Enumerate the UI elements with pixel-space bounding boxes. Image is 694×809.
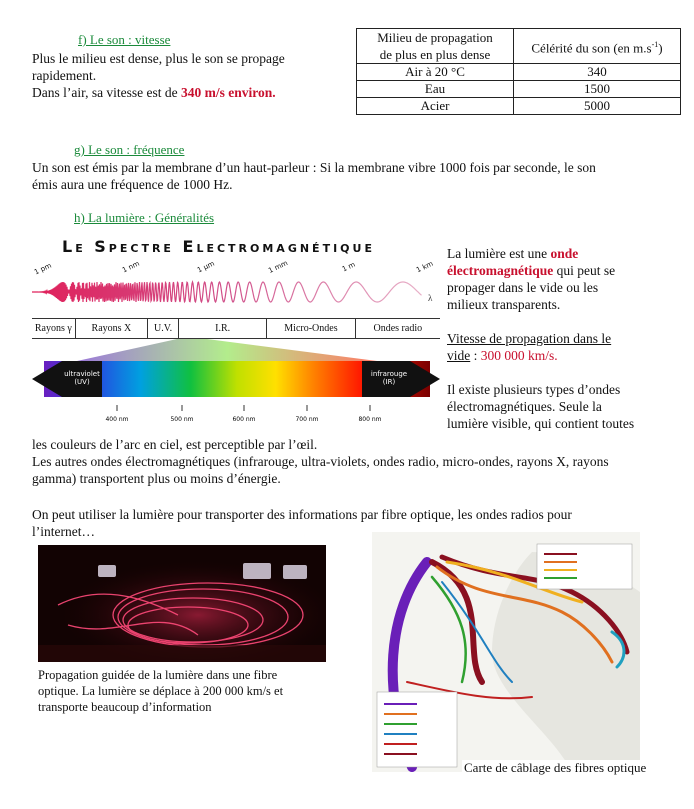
band-microwave: Micro-Ondes — [267, 319, 355, 338]
nm-tick: 500 nm — [170, 416, 194, 423]
scale-label: 1 nm — [121, 259, 141, 275]
section-g-heading: g) Le son : fréquence — [74, 142, 185, 157]
nm-tick: 700 nm — [295, 416, 319, 423]
band-xray: Rayons X — [76, 319, 148, 338]
sound-speed-table — [356, 28, 681, 115]
section-f-heading: f) Le son : vitesse — [78, 32, 171, 47]
light-p1-line1: La lumière est une onde — [447, 246, 579, 261]
cable-map-graphic — [372, 532, 640, 772]
light-p4-line2: gamma) transportent plus ou moins d’énergie. — [32, 471, 281, 486]
scale-label: 1 km — [415, 259, 435, 275]
visible-spectrum-graphic — [32, 339, 440, 439]
fiber-glow-graphic — [38, 545, 326, 662]
photo-caption-line1: Propagation guidée de la lumière dans une fibre — [38, 668, 278, 682]
light-p3-line1: Il existe plusieurs types d’ondes — [447, 382, 621, 397]
spectrum-title: Le Spectre Electromagnétique — [62, 237, 375, 256]
section-h-heading: h) La lumière : Généralités — [74, 210, 215, 225]
table-header-speed: Célérité du son (en $m.s^{-1}$) — [514, 29, 681, 64]
light-p3-line2: électromagnétiques. Seule la — [447, 399, 602, 414]
ir-label: infrarouge — [370, 370, 408, 378]
table-row: Acier 5000 — [357, 98, 681, 115]
light-p3-line3: lumière visible, qui contient toutes — [447, 416, 635, 431]
band-labels — [32, 318, 440, 339]
nm-tick: 800 nm — [358, 416, 382, 423]
light-continuation — [32, 436, 682, 487]
light-p1-line3: propager dans le vide ou les — [447, 280, 599, 295]
scale-label: 1 mm — [267, 259, 290, 275]
lambda-symbol: λ — [428, 293, 433, 303]
fiber-line2: l’internet… — [32, 524, 95, 539]
scale-label: 1 m — [340, 260, 357, 274]
uv-label-abbr: (UV) — [74, 378, 90, 386]
photo-caption — [38, 667, 328, 715]
light-p1-line2: électromagnétique qui peut se — [447, 263, 616, 278]
light-p1-line4: milieux transparents. — [447, 297, 561, 312]
light-p2-line1: Vitesse de propagation dans le — [447, 331, 612, 346]
ir-label-abbr: (IR) — [382, 378, 396, 386]
scale-label: 1 pm — [33, 261, 53, 277]
em-spectrum-figure — [32, 233, 440, 438]
section-f-text — [32, 50, 352, 101]
band-uv: U.V. — [148, 319, 179, 338]
wavelength-scale — [32, 261, 440, 277]
table-row: Eau 1500 — [357, 81, 681, 98]
table-header-medium: Milieu de propagation de plus en plus dense — [357, 29, 514, 64]
nm-tick: 400 nm — [105, 416, 129, 423]
scale-label: 1 µm — [196, 259, 216, 275]
band-radio: Ondes radio — [373, 323, 423, 334]
fiber-line1: On peut utiliser la lumière pour transporter des informations par fibre optique, les ondes radios pour — [32, 507, 572, 522]
section-f-line3: Dans l’air, sa vitesse est de 340 m/s environ. — [32, 85, 276, 100]
fiber-cable-map — [372, 532, 640, 772]
photo-caption-line2: optique. La lumière se déplace à 200 000 km/s et — [38, 684, 284, 698]
section-f-line1: Plus le milieu est dense, plus le son se propage — [32, 51, 285, 66]
light-p2-line2: vide : 300 000 km/s. — [447, 348, 558, 363]
section-g-line2: émis aura une fréquence de 1000 Hz. — [32, 177, 233, 192]
wave-graphic — [32, 277, 440, 307]
section-g-text — [32, 159, 672, 193]
uv-label: ultraviolet — [64, 370, 100, 378]
map-caption: Carte de câblage des fibres optique — [464, 760, 647, 775]
nm-tick: 600 nm — [232, 416, 256, 423]
band-gamma: Rayons γ — [32, 319, 76, 338]
light-description — [447, 245, 687, 432]
light-p4-line1: Les autres ondes électromagnétiques (infrarouge, ultra-violets, ondes radio, micro-ondes, rayons X, rayons — [32, 454, 609, 469]
table-row: Air à 20 °C 340 — [357, 64, 681, 81]
fiber-optic-photo — [38, 545, 326, 662]
band-ir: I.R. — [179, 319, 267, 338]
section-f-line2: rapidement. — [32, 68, 97, 83]
light-p3-line4: les couleurs de l’arc en ciel, est perceptible par l’œil. — [32, 437, 318, 452]
section-g-line1: Un son est émis par la membrane d’un haut-parleur : Si la membrane vibre 1000 fois par seconde, le son — [32, 160, 596, 175]
photo-caption-line3: transporte beaucoup d’information — [38, 700, 212, 714]
